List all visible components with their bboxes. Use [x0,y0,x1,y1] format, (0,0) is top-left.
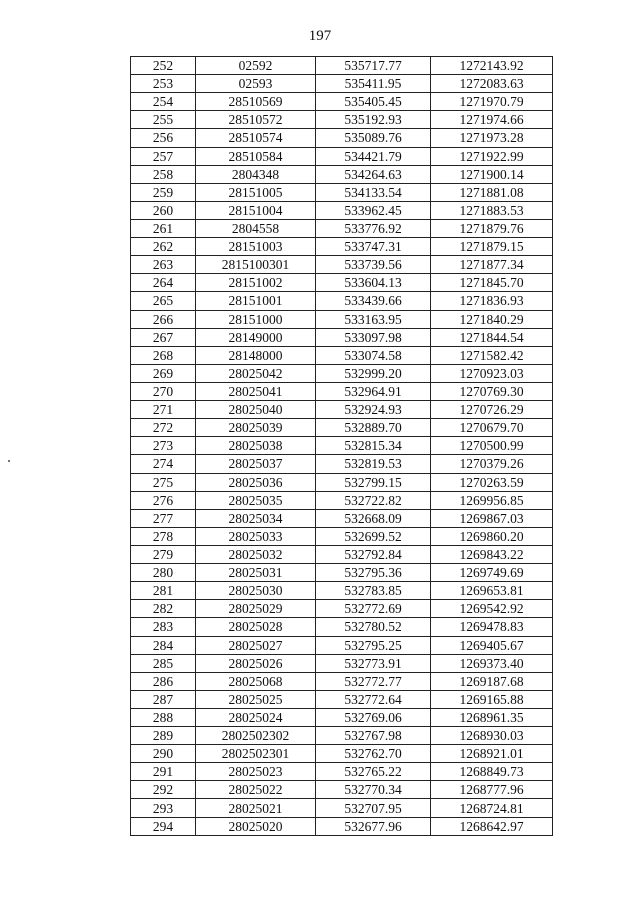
x-coordinate-cell: 532819.53 [316,455,431,473]
x-coordinate-cell: 532668.09 [316,509,431,527]
x-coordinate-cell: 532999.20 [316,364,431,382]
point-id-cell: 28151004 [196,201,316,219]
x-coordinate-cell: 532773.91 [316,654,431,672]
point-id-cell: 28025034 [196,509,316,527]
y-coordinate-cell: 1271970.79 [431,93,553,111]
table-row [131,437,553,455]
row-number-cell: 284 [131,636,196,654]
y-coordinate-cell: 1272083.63 [431,75,553,93]
x-coordinate-cell: 533163.95 [316,310,431,328]
point-id-cell: 28025021 [196,799,316,817]
x-coordinate-cell: 532762.70 [316,745,431,763]
x-coordinate-cell: 535192.93 [316,111,431,129]
x-coordinate-cell: 533604.13 [316,274,431,292]
point-id-cell: 28025026 [196,654,316,672]
x-coordinate-cell: 533097.98 [316,328,431,346]
y-coordinate-cell: 1270769.30 [431,382,553,400]
table-row [131,274,553,292]
table-row [131,111,553,129]
y-coordinate-cell: 1271879.76 [431,219,553,237]
x-coordinate-cell: 534133.54 [316,183,431,201]
x-coordinate-cell: 532795.36 [316,564,431,582]
y-coordinate-cell: 1271881.08 [431,183,553,201]
x-coordinate-cell: 532765.22 [316,763,431,781]
y-coordinate-cell: 1271922.99 [431,147,553,165]
y-coordinate-cell: 1270679.70 [431,419,553,437]
point-id-cell: 28151005 [196,183,316,201]
y-coordinate-cell: 1268724.81 [431,799,553,817]
x-coordinate-cell: 533439.66 [316,292,431,310]
table-row [131,708,553,726]
table-row [131,582,553,600]
x-coordinate-cell: 532924.93 [316,401,431,419]
point-id-cell: 28025038 [196,437,316,455]
y-coordinate-cell: 1269867.03 [431,509,553,527]
row-number-cell: 258 [131,165,196,183]
row-number-cell: 286 [131,672,196,690]
table-row [131,817,553,835]
y-coordinate-cell: 1270379.26 [431,455,553,473]
y-coordinate-cell: 1271582.42 [431,346,553,364]
point-id-cell: 2815100301 [196,256,316,274]
table-row [131,727,553,745]
table-row [131,75,553,93]
y-coordinate-cell: 1270500.99 [431,437,553,455]
point-id-cell: 28025031 [196,564,316,582]
row-number-cell: 275 [131,473,196,491]
row-number-cell: 262 [131,238,196,256]
x-coordinate-cell: 535411.95 [316,75,431,93]
point-id-cell: 28025027 [196,636,316,654]
table-row [131,473,553,491]
row-number-cell: 289 [131,727,196,745]
x-coordinate-cell: 532815.34 [316,437,431,455]
row-number-cell: 288 [131,708,196,726]
point-id-cell: 28025042 [196,364,316,382]
table-row [131,310,553,328]
y-coordinate-cell: 1269187.68 [431,672,553,690]
row-number-cell: 294 [131,817,196,835]
x-coordinate-cell: 533747.31 [316,238,431,256]
point-id-cell: 28025024 [196,708,316,726]
table-row [131,165,553,183]
row-number-cell: 263 [131,256,196,274]
y-coordinate-cell: 1270923.03 [431,364,553,382]
point-id-cell: 28025023 [196,763,316,781]
point-id-cell: 28025037 [196,455,316,473]
y-coordinate-cell: 1269843.22 [431,545,553,563]
row-number-cell: 261 [131,219,196,237]
point-id-cell: 28151003 [196,238,316,256]
table-row [131,690,553,708]
point-id-cell: 28025032 [196,545,316,563]
point-id-cell: 28025033 [196,527,316,545]
point-id-cell: 28510572 [196,111,316,129]
x-coordinate-cell: 532795.25 [316,636,431,654]
y-coordinate-cell: 1269653.81 [431,582,553,600]
row-number-cell: 256 [131,129,196,147]
y-coordinate-cell: 1268642.97 [431,817,553,835]
y-coordinate-cell: 1268930.03 [431,727,553,745]
row-number-cell: 293 [131,799,196,817]
y-coordinate-cell: 1272143.92 [431,57,553,75]
x-coordinate-cell: 535089.76 [316,129,431,147]
x-coordinate-cell: 533776.92 [316,219,431,237]
point-id-cell: 28151001 [196,292,316,310]
y-coordinate-cell: 1268777.96 [431,781,553,799]
table-row [131,219,553,237]
point-id-cell: 2802502301 [196,745,316,763]
y-coordinate-cell: 1271974.66 [431,111,553,129]
table-row [131,57,553,75]
row-number-cell: 270 [131,382,196,400]
x-coordinate-cell: 532677.96 [316,817,431,835]
y-coordinate-cell: 1270726.29 [431,401,553,419]
point-id-cell: 2804558 [196,219,316,237]
x-coordinate-cell: 533074.58 [316,346,431,364]
row-number-cell: 291 [131,763,196,781]
table-row [131,183,553,201]
table-row [131,256,553,274]
point-id-cell: 28025068 [196,672,316,690]
x-coordinate-cell: 532722.82 [316,491,431,509]
row-number-cell: 274 [131,455,196,473]
point-id-cell: 28151000 [196,310,316,328]
table-row [131,419,553,437]
point-id-cell: 2802502302 [196,727,316,745]
x-coordinate-cell: 532780.52 [316,618,431,636]
y-coordinate-cell: 1269749.69 [431,564,553,582]
row-number-cell: 264 [131,274,196,292]
page-number: 197 [308,28,332,44]
y-coordinate-cell: 1268961.35 [431,708,553,726]
x-coordinate-cell: 534264.63 [316,165,431,183]
point-id-cell: 28148000 [196,346,316,364]
row-number-cell: 269 [131,364,196,382]
point-id-cell: 28510584 [196,147,316,165]
y-coordinate-cell: 1271836.93 [431,292,553,310]
table-row [131,799,553,817]
row-number-cell: 257 [131,147,196,165]
row-number-cell: 272 [131,419,196,437]
table-row [131,527,553,545]
coordinates-table [130,56,553,836]
x-coordinate-cell: 532889.70 [316,419,431,437]
row-number-cell: 283 [131,618,196,636]
row-number-cell: 278 [131,527,196,545]
scan-speck [8,460,10,462]
row-number-cell: 259 [131,183,196,201]
x-coordinate-cell: 532707.95 [316,799,431,817]
x-coordinate-cell: 532772.69 [316,600,431,618]
table-row [131,328,553,346]
table-row [131,147,553,165]
table-row [131,491,553,509]
row-number-cell: 265 [131,292,196,310]
y-coordinate-cell: 1270263.59 [431,473,553,491]
point-id-cell: 28025035 [196,491,316,509]
point-id-cell: 28025029 [196,600,316,618]
table-row [131,781,553,799]
table-row [131,292,553,310]
row-number-cell: 253 [131,75,196,93]
point-id-cell: 02593 [196,75,316,93]
table-row [131,93,553,111]
row-number-cell: 255 [131,111,196,129]
point-id-cell: 28510569 [196,93,316,111]
row-number-cell: 285 [131,654,196,672]
table-row [131,129,553,147]
row-number-cell: 254 [131,93,196,111]
point-id-cell: 28025022 [196,781,316,799]
point-id-cell: 28149000 [196,328,316,346]
table-row [131,745,553,763]
table-row [131,238,553,256]
row-number-cell: 279 [131,545,196,563]
row-number-cell: 260 [131,201,196,219]
table-row [131,382,553,400]
x-coordinate-cell: 532772.64 [316,690,431,708]
table-row [131,401,553,419]
y-coordinate-cell: 1269478.83 [431,618,553,636]
row-number-cell: 282 [131,600,196,618]
y-coordinate-cell: 1271973.28 [431,129,553,147]
row-number-cell: 290 [131,745,196,763]
x-coordinate-cell: 532770.34 [316,781,431,799]
x-coordinate-cell: 532772.77 [316,672,431,690]
x-coordinate-cell: 532799.15 [316,473,431,491]
table-row [131,763,553,781]
point-id-cell: 28025020 [196,817,316,835]
row-number-cell: 287 [131,690,196,708]
table-row [131,600,553,618]
row-number-cell: 252 [131,57,196,75]
x-coordinate-cell: 532769.06 [316,708,431,726]
y-coordinate-cell: 1271883.53 [431,201,553,219]
x-coordinate-cell: 532964.91 [316,382,431,400]
x-coordinate-cell: 532767.98 [316,727,431,745]
row-number-cell: 267 [131,328,196,346]
y-coordinate-cell: 1269860.20 [431,527,553,545]
y-coordinate-cell: 1269405.67 [431,636,553,654]
x-coordinate-cell: 535717.77 [316,57,431,75]
y-coordinate-cell: 1269542.92 [431,600,553,618]
y-coordinate-cell: 1271900.14 [431,165,553,183]
coordinates-table-body [131,57,553,836]
row-number-cell: 271 [131,401,196,419]
row-number-cell: 292 [131,781,196,799]
point-id-cell: 28510574 [196,129,316,147]
table-row [131,509,553,527]
table-row [131,672,553,690]
point-id-cell: 02592 [196,57,316,75]
table-row [131,654,553,672]
row-number-cell: 273 [131,437,196,455]
row-number-cell: 280 [131,564,196,582]
x-coordinate-cell: 534421.79 [316,147,431,165]
y-coordinate-cell: 1269373.40 [431,654,553,672]
table-row [131,618,553,636]
point-id-cell: 28025036 [196,473,316,491]
point-id-cell: 2804348 [196,165,316,183]
point-id-cell: 28025028 [196,618,316,636]
point-id-cell: 28025039 [196,419,316,437]
x-coordinate-cell: 533962.45 [316,201,431,219]
table-row [131,636,553,654]
y-coordinate-cell: 1271845.70 [431,274,553,292]
x-coordinate-cell: 532783.85 [316,582,431,600]
table-row [131,201,553,219]
table-row [131,545,553,563]
y-coordinate-cell: 1271879.15 [431,238,553,256]
y-coordinate-cell: 1271844.54 [431,328,553,346]
point-id-cell: 28025030 [196,582,316,600]
y-coordinate-cell: 1269956.85 [431,491,553,509]
y-coordinate-cell: 1271840.29 [431,310,553,328]
table-row [131,364,553,382]
point-id-cell: 28025025 [196,690,316,708]
y-coordinate-cell: 1268849.73 [431,763,553,781]
row-number-cell: 276 [131,491,196,509]
x-coordinate-cell: 532699.52 [316,527,431,545]
x-coordinate-cell: 532792.84 [316,545,431,563]
x-coordinate-cell: 535405.45 [316,93,431,111]
point-id-cell: 28151002 [196,274,316,292]
y-coordinate-cell: 1268921.01 [431,745,553,763]
y-coordinate-cell: 1271877.34 [431,256,553,274]
table-row [131,564,553,582]
point-id-cell: 28025041 [196,382,316,400]
row-number-cell: 268 [131,346,196,364]
y-coordinate-cell: 1269165.88 [431,690,553,708]
point-id-cell: 28025040 [196,401,316,419]
table-row [131,346,553,364]
row-number-cell: 281 [131,582,196,600]
table-row [131,455,553,473]
x-coordinate-cell: 533739.56 [316,256,431,274]
row-number-cell: 277 [131,509,196,527]
row-number-cell: 266 [131,310,196,328]
